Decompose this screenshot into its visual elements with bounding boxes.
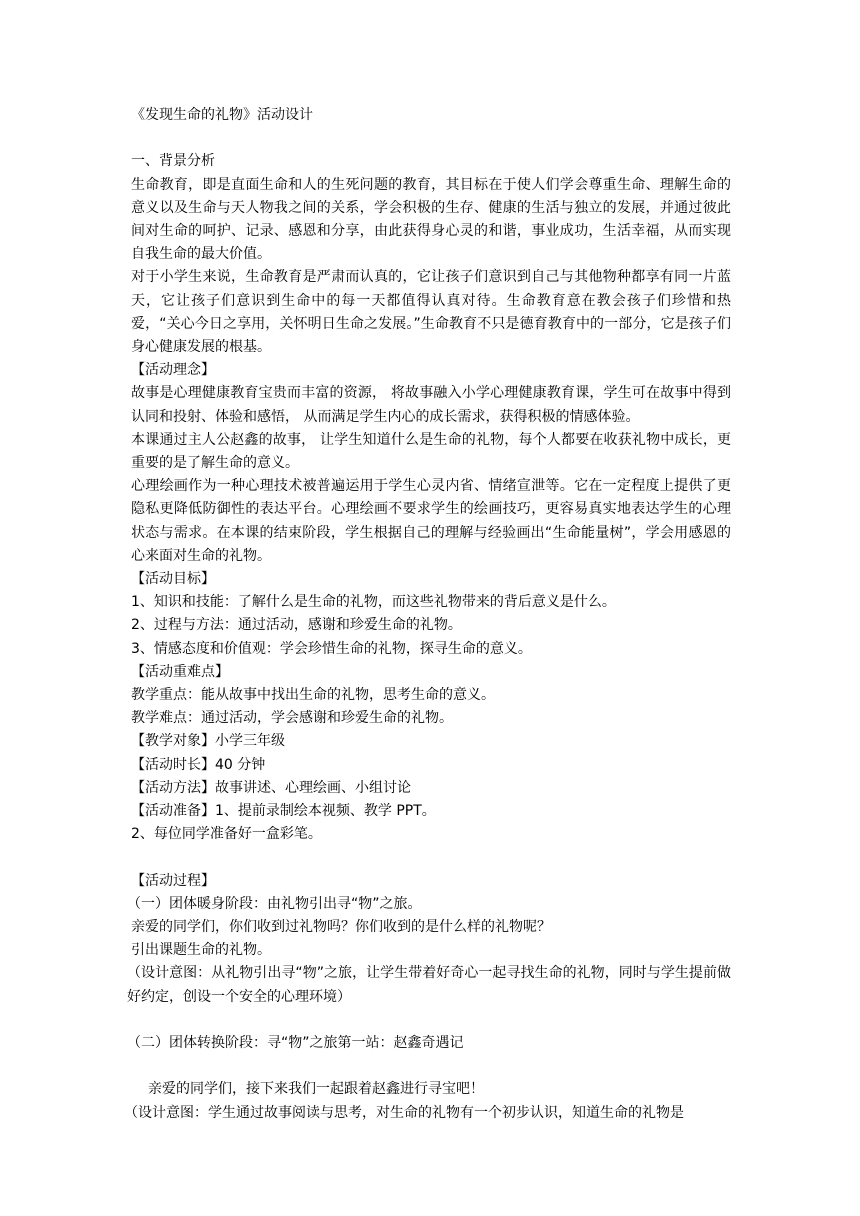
teaching-key-point: 教学重点：能从故事中找出生命的礼物，思考生命的意义。 bbox=[131, 687, 495, 704]
teaching-difficulty: 教学难点：通过活动，学会感谢和珍爱生命的礼物。 bbox=[131, 710, 453, 727]
stage-1-design-intent: （设计意图：从礼物引出寻“物”之旅，让学生带着好奇心一起寻找生命的礼物，同时与学生提前做好约定，创设一个安全的心理环境） bbox=[127, 965, 731, 1005]
blank-line bbox=[131, 846, 731, 869]
stage-1-line-1: 亲爱的同学们，你们收到过礼物吗？你们收到的是什么样的礼物呢？ bbox=[131, 919, 551, 936]
teaching-target-line: 【教学对象】小学三年级 bbox=[131, 733, 285, 750]
section-heading-focus: 【活动重难点】 bbox=[131, 663, 229, 680]
paragraph-concept-2: 本课通过主人公赵鑫的故事， 让学生知道什么是生命的礼物，每个人都要在收获礼物中成长，更重要的是了解生命的意义。 bbox=[131, 431, 731, 472]
stage-2-heading: （二）团体转换阶段：寻“物”之旅第一站：赵鑫奇遇记 bbox=[127, 1035, 464, 1052]
section-heading-concept: 【活动理念】 bbox=[131, 362, 215, 379]
section-heading-process: 【活动过程】 bbox=[131, 872, 215, 889]
stage-2-design-intent: （设计意图：学生通过故事阅读与思考，对生命的礼物有一个初步认识，知道生命的礼物是 bbox=[124, 1104, 684, 1121]
document-body bbox=[124, 104, 731, 1125]
activity-duration-line: 【活动时长】40 分钟 bbox=[131, 756, 266, 773]
paragraph-background-1: 生命教育，即是直面生命和人的生死问题的教育，其目标在于使人们学会尊重生命、理解生命的意义以及生命与天人物我之间的关系，学会积极的生存、健康的生活与独立的发展，并通过彼此间对生命的呵护、记录、感恩和分享，由此获得身心灵的和谐，事业成功，生活幸福，从而实现自我生命的最大价值。 bbox=[131, 176, 731, 263]
goal-item-1: 1、知识和技能：了解什么是生命的礼物，而这些礼物带来的背后意义是什么。 bbox=[131, 594, 616, 611]
activity-method-line: 【活动方法】故事讲述、心理绘画、小组讨论 bbox=[131, 779, 411, 796]
blank-line bbox=[131, 1055, 731, 1078]
section-heading-background: 一、背景分析 bbox=[131, 153, 215, 170]
document-title: 《发现生命的礼物》活动设计 bbox=[131, 107, 313, 123]
paragraph-concept-1: 故事是心理健康教育宝贵而丰富的资源， 将故事融入小学心理健康教育课，学生可在故事中得到认同和投射、体验和感悟， 从而满足学生内心的成长需求，获得积极的情感体验。 bbox=[131, 385, 731, 425]
stage-2-line-1: 亲爱的同学们，接下来我们一起跟着赵鑫进行寻宝吧！ bbox=[148, 1081, 484, 1098]
goal-item-2: 2、过程与方法：通过活动，感谢和珍爱生命的礼物。 bbox=[131, 617, 462, 634]
stage-1-heading: （一）团体暖身阶段：由礼物引出寻“物”之旅。 bbox=[127, 895, 422, 912]
activity-preparation-line-2: 2、每位同学准备好一盒彩笔。 bbox=[131, 826, 322, 843]
blank-line bbox=[131, 1009, 731, 1032]
stage-1-line-2: 引出课题生命的礼物。 bbox=[131, 942, 271, 959]
paragraph-background-2: 对于小学生来说，生命教育是严肃而认真的，它让孩子们意识到自己与其他物种都享有同一片蓝天，它让孩子们意识到生命中的每一天都值得认真对待。生命教育意在教会孩子们珍惜和热爱，“关心今日之享用，关怀明日生命之发展。”生命教育不只是德育教育中的一部分，它是孩子们身心健康发展的根基。 bbox=[131, 269, 731, 356]
blank-line bbox=[131, 127, 731, 150]
activity-preparation-line-1: 【活动准备】1、提前录制绘本视频、教学 PPT。 bbox=[131, 803, 436, 820]
goal-item-3: 3、情感态度和价值观：学会珍惜生命的礼物，探寻生命的意义。 bbox=[131, 640, 532, 657]
paragraph-concept-3: 心理绘画作为一种心理技术被普遍运用于学生心灵内省、情绪宣泄等。它在一定程度上提供了更隐私更降低防御性的表达平台。心理绘画不要求学生的绘画技巧，更容易真实地表达学生的心理状态与需求。在本课的结束阶段，学生根据自己的理解与经验画出“生命能量树”，学会用感恩的心来面对生命的礼物。 bbox=[131, 478, 731, 564]
section-heading-goals: 【活动目标】 bbox=[131, 571, 215, 588]
